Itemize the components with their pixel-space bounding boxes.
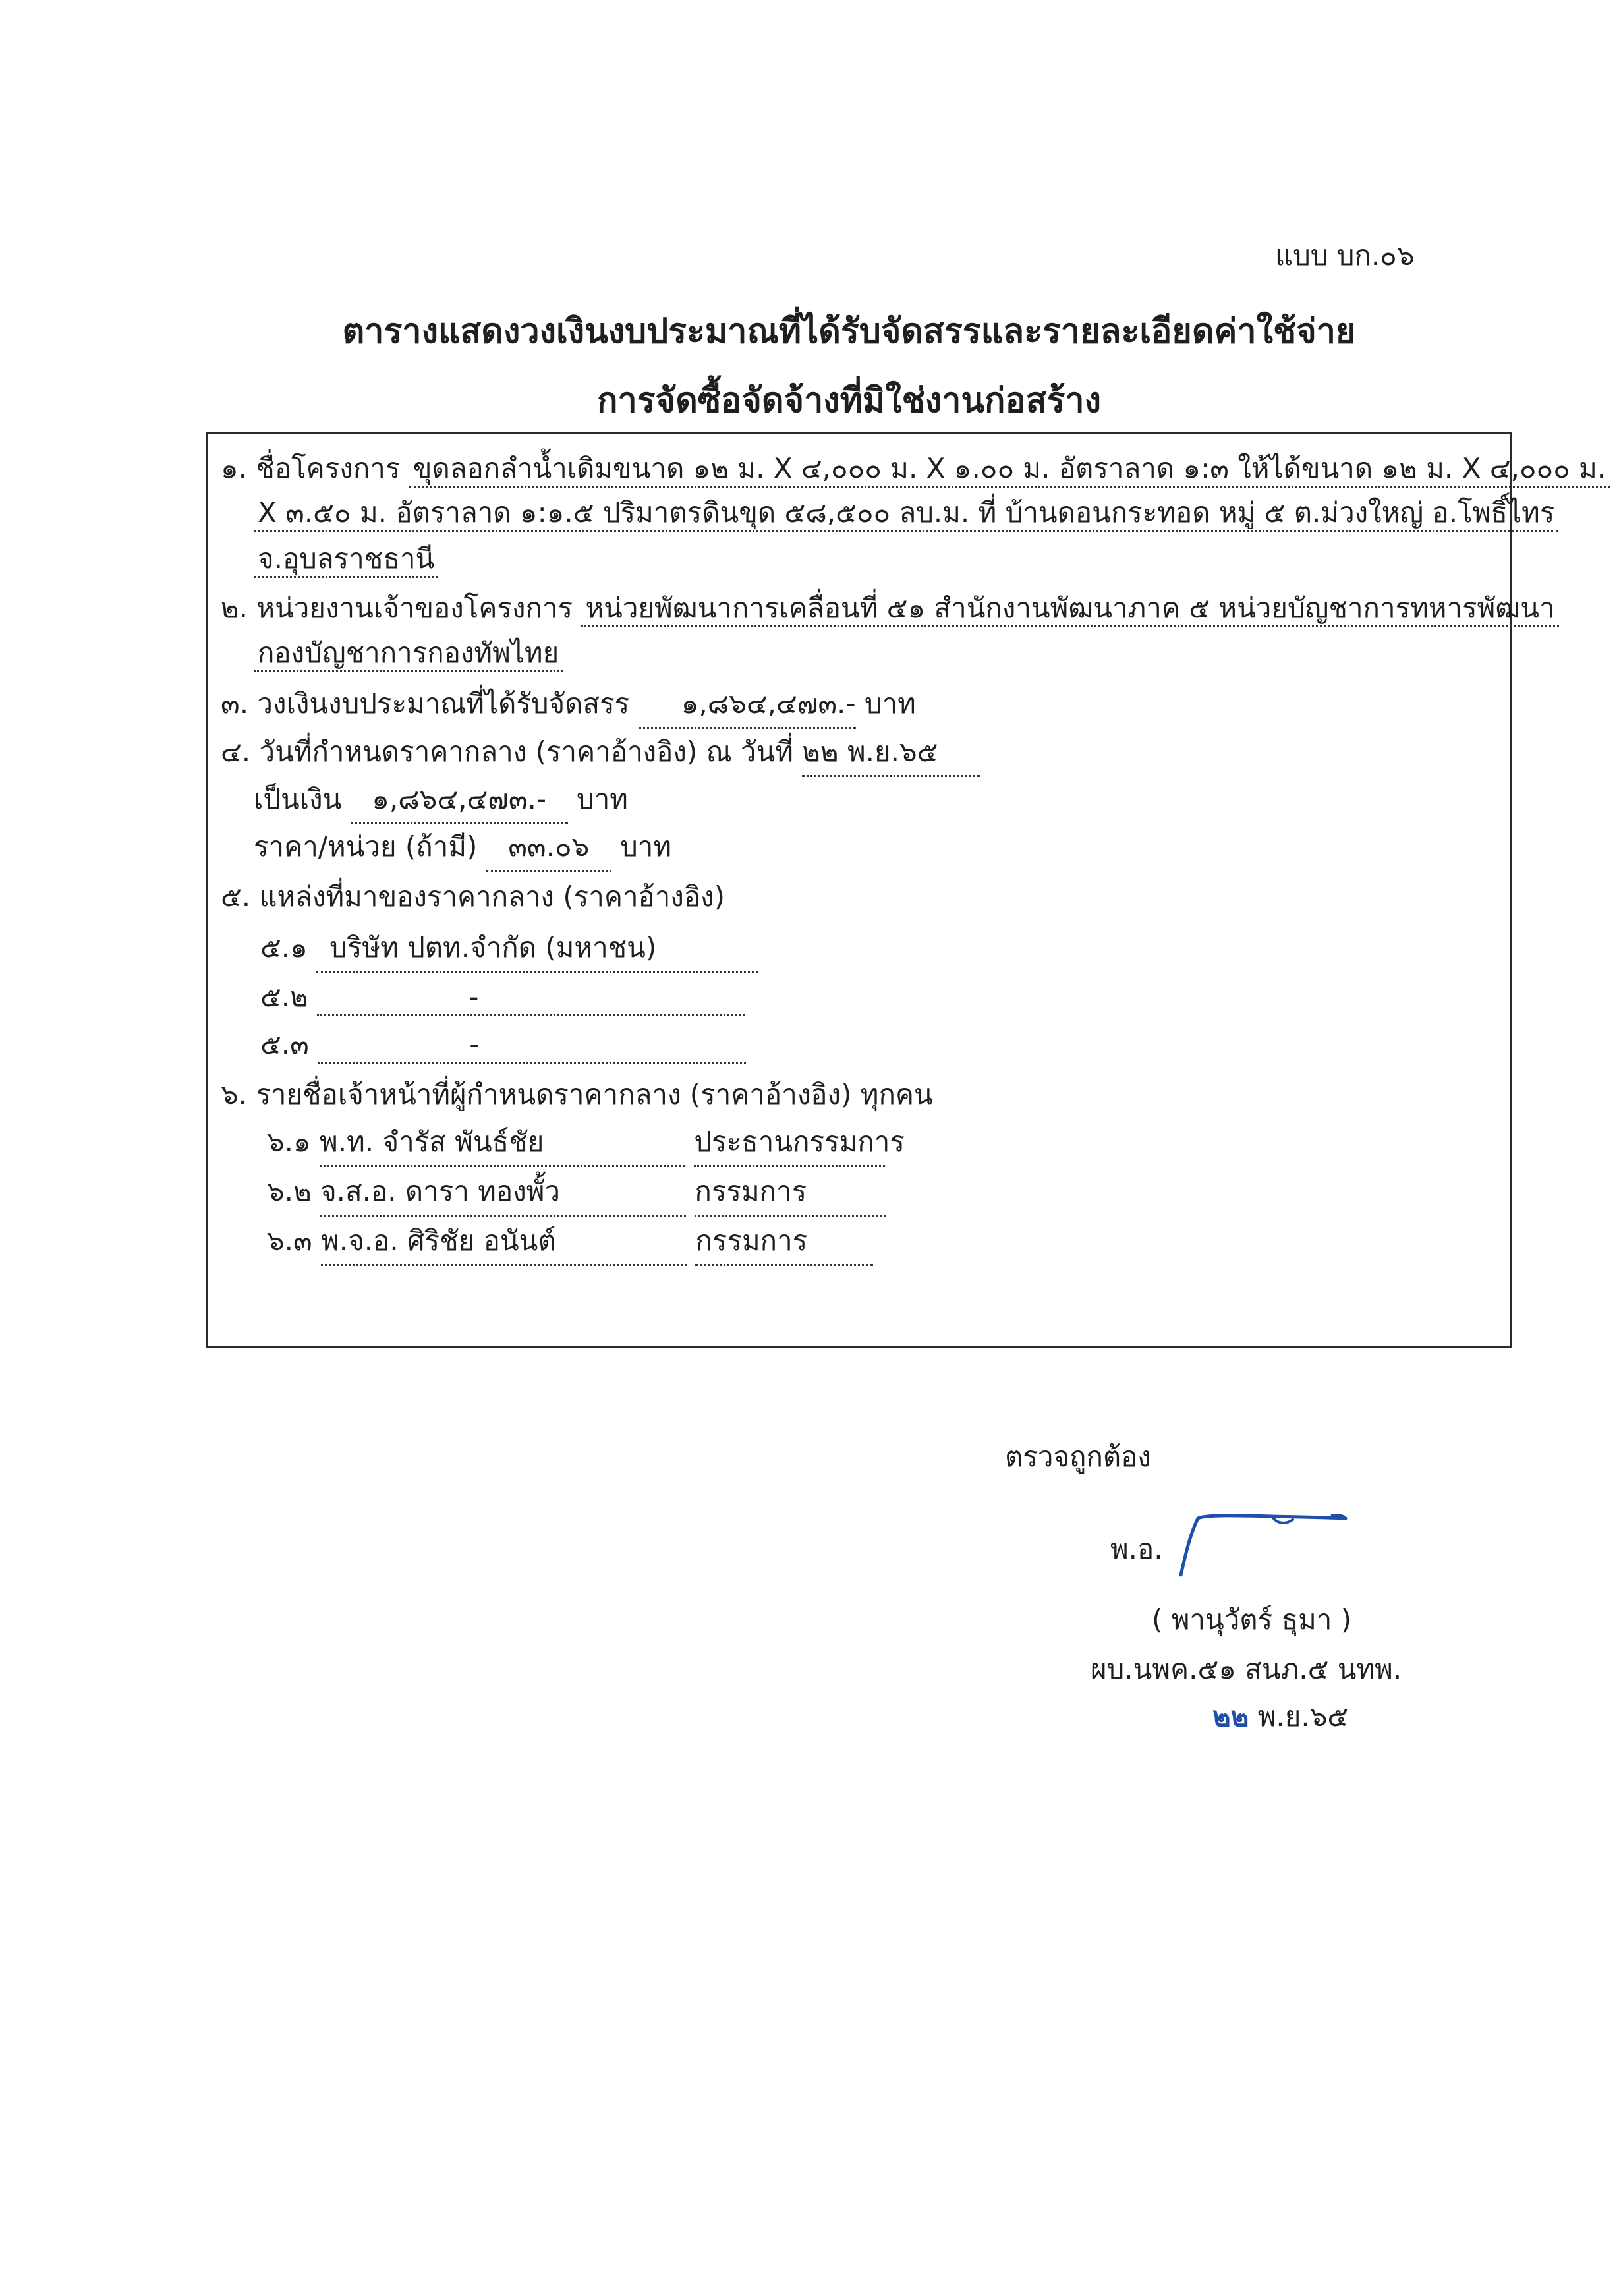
member-row bbox=[267, 1170, 886, 1217]
item4-label: ๔. วันที่กำหนดราคากลาง (ราคาอ้างอิง) ณ วันที่ bbox=[221, 735, 793, 768]
source-value: - bbox=[317, 981, 745, 1016]
item4-amount-row bbox=[254, 778, 628, 824]
item4-amount: ๑,๘๖๔,๔๗๓.- bbox=[351, 778, 568, 824]
item2-row2 bbox=[254, 631, 563, 675]
member-role: ประธานกรรมการ bbox=[694, 1120, 885, 1167]
source-row bbox=[260, 975, 745, 1019]
signature-date-rest: พ.ย.๖๕ bbox=[1257, 1700, 1349, 1733]
item1-value-line3: จ.อุบลราชธานี bbox=[254, 542, 438, 578]
item4-amount-unit: บาท bbox=[577, 783, 628, 815]
item1-label: ๑. ชื่อโครงการ bbox=[221, 452, 401, 484]
item4-row bbox=[221, 730, 980, 777]
member-num: ๖.๓ bbox=[267, 1224, 312, 1257]
source-num: ๕.๒ bbox=[260, 981, 308, 1013]
item4-unit-price: ๓๓.๐๖ bbox=[486, 825, 611, 872]
item3-unit: บาท bbox=[864, 687, 916, 720]
signer-name: ( พานุวัตร์ ธุมา ) bbox=[1152, 1603, 1352, 1636]
signature-date bbox=[1212, 1695, 1348, 1738]
signer-rank: พ.อ. bbox=[1110, 1533, 1163, 1565]
item3-value: ๑,๘๖๔,๔๗๓.- bbox=[639, 682, 856, 729]
signature-date-day: ๒๒ bbox=[1212, 1700, 1249, 1733]
item2-value-line2: กองบัญชาการกองทัพไทย bbox=[254, 637, 563, 672]
item4-amount-label: เป็นเงิน bbox=[254, 783, 342, 815]
item4-date: ๒๒ พ.ย.๖๕ bbox=[802, 730, 980, 777]
item1-row3 bbox=[254, 537, 438, 581]
member-row bbox=[267, 1120, 905, 1167]
item3-row bbox=[221, 682, 916, 729]
item4-unit-price-unit: บาท bbox=[620, 830, 672, 863]
member-role: กรรมการ bbox=[695, 1219, 873, 1266]
item4-unit-price-row bbox=[254, 825, 671, 872]
source-value: บริษัท ปตท.จำกัด (มหาชน) bbox=[316, 926, 758, 973]
source-row bbox=[260, 1023, 746, 1066]
member-role: กรรมการ bbox=[695, 1170, 886, 1217]
verified-label: ตรวจถูกต้อง bbox=[1005, 1441, 1151, 1473]
item1-row2 bbox=[254, 491, 1558, 534]
page-subtitle: การจัดซื้อจัดจ้างที่มิใช่งานก่อสร้าง bbox=[596, 381, 1102, 420]
item2-row bbox=[221, 587, 1559, 630]
item1-row bbox=[221, 447, 1610, 490]
item6-label: ๖. รายชื่อเจ้าหน้าที่ผู้กำหนดราคากลาง (ราคาอ้างอิง) ทุกคน bbox=[221, 1078, 933, 1110]
signer-position: ผบ.นพค.๕๑ สนภ.๕ นทพ. bbox=[1091, 1653, 1402, 1685]
member-num: ๖.๑ bbox=[267, 1126, 311, 1158]
item1-value-line1: ขุดลอกลำน้ำเดิมขนาด ๑๒ ม. X ๔,๐๐๐ ม. X ๑.๐๐ ม. อัตราลาด ๑:๓ ให้ได้ขนาด ๑๒ ม. X ๔,๐๐๐ ม. bbox=[409, 452, 1610, 488]
source-num: ๕.๑ bbox=[260, 931, 308, 963]
item5-label: ๕. แหล่งที่มาของราคากลาง (ราคาอ้างอิง) bbox=[221, 880, 725, 913]
handwritten-signature bbox=[1166, 1496, 1364, 1582]
item4-unit-price-label: ราคา/หน่วย (ถ้ามี) bbox=[254, 830, 478, 863]
source-num: ๕.๓ bbox=[260, 1028, 309, 1060]
item3-label: ๓. วงเงินงบประมาณที่ได้รับจัดสรร bbox=[221, 687, 630, 720]
item2-label: ๒. หน่วยงานเจ้าของโครงการ bbox=[221, 592, 573, 624]
member-name: จ.ส.อ. ดารา ทองพั้ว bbox=[320, 1170, 686, 1217]
form-code: แบบ บก.๐๖ bbox=[1275, 239, 1415, 272]
member-num: ๖.๒ bbox=[267, 1175, 312, 1207]
item2-value-line1: หน่วยพัฒนาการเคลื่อนที่ ๕๑ สำนักงานพัฒนาภาค ๕ หน่วยบัญชาการทหารพัฒนา bbox=[581, 592, 1558, 627]
item1-value-line2: X ๓.๕๐ ม. อัตราลาด ๑:๑.๕ ปริมาตรดินขุด ๕๘,๕๐๐ ลบ.ม. ที่ บ้านดอนกระทอด หมู่ ๕ ต.ม่วงใหญ่ อ.โพธิ์ไทร bbox=[254, 496, 1558, 532]
source-row bbox=[260, 926, 758, 973]
member-name: พ.ท. จำรัส พันธ์ชัย bbox=[320, 1120, 685, 1167]
member-row bbox=[267, 1219, 873, 1266]
page-title: ตารางแสดงวงเงินงบประมาณที่ได้รับจัดสรรและรายละเอียดค่าใช้จ่าย bbox=[342, 312, 1356, 351]
source-value: - bbox=[318, 1028, 746, 1064]
member-name: พ.จ.อ. ศิริชัย อนันต์ bbox=[321, 1219, 687, 1266]
